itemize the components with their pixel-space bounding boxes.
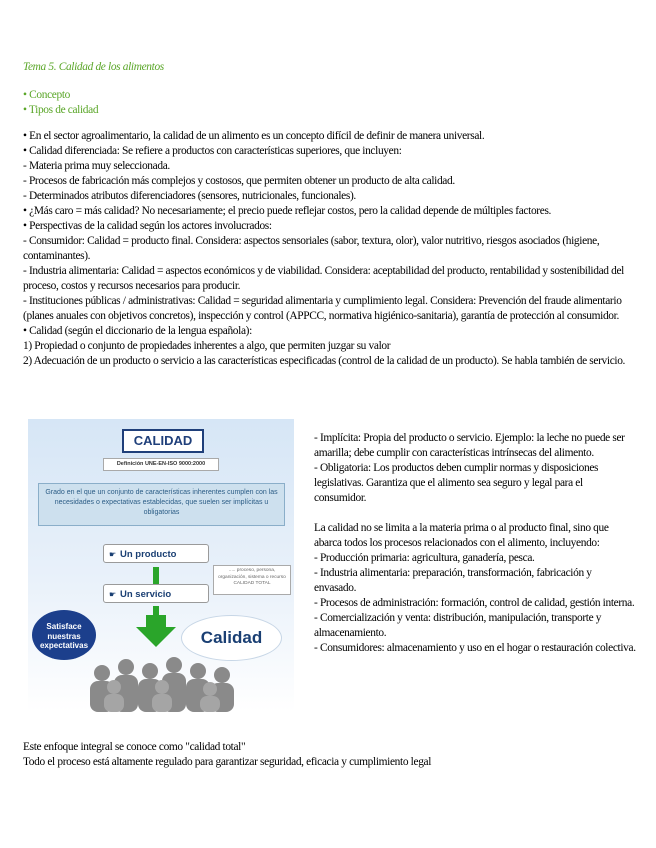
- intro-line: • Calidad (según el diccionario de la lengua española):: [23, 325, 252, 337]
- diagram-product-box: [103, 544, 209, 563]
- intro-text: [23, 129, 635, 369]
- right-line: La calidad no se limita a la materia prima o al producto final, sino que abarca todos los procesos relacionados con el alimento, incluyendo:: [314, 522, 609, 549]
- diagram-connector: [153, 567, 159, 585]
- right-line: - Industria alimentaria: preparación, transformación, fabricación y envasado.: [314, 567, 592, 594]
- diagram-title: CALIDAD: [122, 429, 204, 453]
- right-column-text: [314, 431, 636, 656]
- intro-line: 1) Propiedad o conjunto de propiedades inherentes a algo, que permiten juzgar su valor: [23, 340, 391, 352]
- crowd-icon: [88, 651, 238, 712]
- diagram-product-label: Un producto: [120, 549, 177, 560]
- intro-line: • ¿Más caro = más calidad? No necesariamente; el precio puede reflejar costos, pero la calidad depende de múltiples factores.: [23, 205, 552, 217]
- intro-line: 2) Adecuación de un producto o servicio a las características especificadas (control de la calidad de un producto). Se habla también de servicio.: [23, 355, 626, 367]
- intro-line: - Consumidor: Calidad = producto final. Considera: aspectos sensoriales (sabor, textura, olor), valor nutritivo, riesgos asociados (higiene, contaminantes).: [23, 235, 600, 262]
- intro-line: - Determinados atributos diferenciadores (sensores, nutricionales, funcionales).: [23, 190, 356, 202]
- bullet-concepto: • Concepto: [23, 89, 70, 101]
- right-line: - Consumidores: almacenamiento y uso en el hogar o restauración colectiva.: [314, 642, 636, 654]
- intro-line: • Perspectivas de la calidad según los actores involucrados:: [23, 220, 272, 232]
- intro-line: • Calidad diferenciada: Se refiere a productos con características superiores, que incluyen:: [23, 145, 402, 157]
- footer-line: Este enfoque integral se conoce como "calidad total": [23, 741, 246, 753]
- right-line: - Comercialización y venta: distribución, manipulación, transporte y almacenamiento.: [314, 612, 602, 639]
- diagram-definition-label: Definición UNE-EN-ISO 9000:2000: [103, 458, 219, 471]
- footer-text: [23, 740, 635, 770]
- diagram-service-label: Un servicio: [120, 589, 172, 600]
- intro-line: - Instituciones públicas / administrativas: Calidad = seguridad alimentaria y cumplimiento legal. Considera: Prevención del fraude alimentario (planes anuales con objetivos concretos), inspección y control (APPCC, normativa higiénico-sanitaria), garantía de protección al consumidor.: [23, 295, 622, 322]
- bullet-tipos-calidad: • Tipos de calidad: [23, 104, 99, 116]
- intro-line: - Industria alimentaria: Calidad = aspectos económicos y de viabilidad. Considera: aceptabilidad del producto, rentabilidad y sostenibilidad del proceso, costos y recursos necesarios para producir.: [23, 265, 624, 292]
- pointing-hand-icon: ☛: [109, 550, 117, 559]
- diagram-definition-text: Grado en el que un conjunto de características inherentes cumplen con las necesidades o expectativas establecidas, que suelen ser implícitas u obligatorias: [38, 483, 285, 526]
- right-line: - Producción primaria: agricultura, ganadería, pesca.: [314, 552, 535, 564]
- diagram-calidad-bubble: Calidad: [181, 615, 282, 661]
- intro-line: - Materia prima muy seleccionada.: [23, 160, 170, 172]
- footer-line: Todo el proceso está altamente regulado para garantizar seguridad, eficacia y cumplimiento legal: [23, 756, 432, 768]
- right-line: - Implícita: Propia del producto o servicio. Ejemplo: la leche no puede ser amarilla; debe cumplir con características intrínsecas del alimento.: [314, 432, 625, 459]
- pointing-hand-icon: ☛: [109, 590, 117, 599]
- page-title: Tema 5. Calidad de los alimentos: [23, 61, 164, 73]
- intro-line: - Procesos de fabricación más complejos y costosos, que permiten obtener un producto de alta calidad.: [23, 175, 455, 187]
- diagram-satisface-bubble: Satisface nuestras expectativas: [32, 610, 96, 660]
- calidad-diagram: [28, 419, 294, 712]
- right-line: - Procesos de administración: formación, control de calidad, gestión interna.: [314, 597, 635, 609]
- diagram-side-note: ..... proceso, persona, organización, sistema o recurso CALIDAD TOTAL: [213, 565, 291, 595]
- right-line: - Obligatoria: Los productos deben cumplir normas y disposiciones legislativas. Garantiza que el alimento sea seguro y legal para el consumidor.: [314, 462, 599, 504]
- down-arrow-icon: [136, 615, 176, 647]
- intro-line: • En el sector agroalimentario, la calidad de un alimento es un concepto difícil de definir de manera universal.: [23, 130, 485, 142]
- diagram-service-box: [103, 584, 209, 603]
